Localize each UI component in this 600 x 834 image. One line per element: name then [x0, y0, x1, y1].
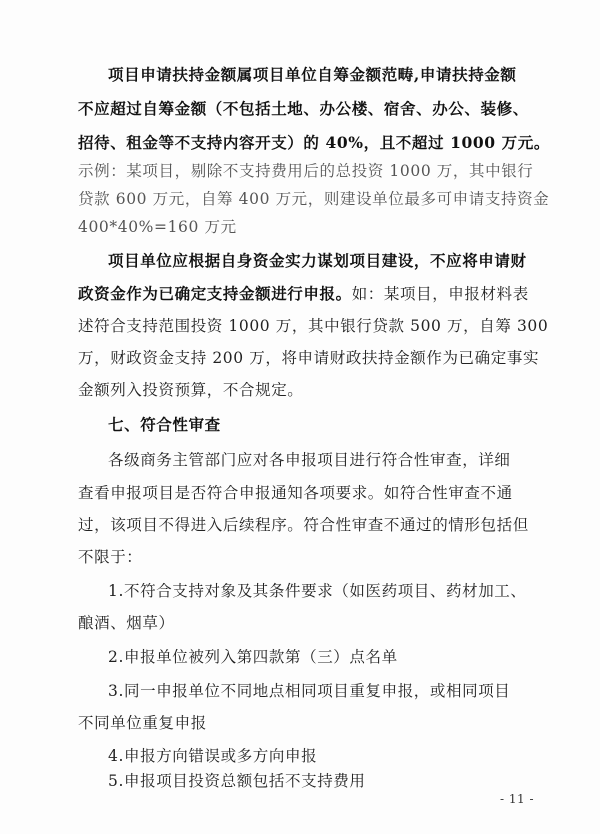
normal-text: 金额列入投资预算，不合规定。	[78, 381, 304, 399]
list-item-text: 3.同一申报单位不同地点相同项目重复申报，或相同项目	[108, 682, 511, 700]
heading-text: 七、符合性审查	[108, 415, 221, 434]
paragraph-line	[78, 283, 548, 305]
page-number: - 11 -	[500, 792, 535, 806]
list-item-text: 不同单位重复申报	[78, 714, 207, 732]
paragraph-line	[78, 347, 548, 369]
bold-text: 项目单位应根据自身资金实力谋划项目建设，不应将申请财	[108, 251, 527, 270]
list-item	[108, 745, 548, 767]
normal-text: 万，财政资金支持 200 万，将申请财政扶持金额作为已确定事实	[78, 349, 540, 367]
normal-text: 不限于：	[78, 548, 143, 566]
example-line	[78, 188, 548, 210]
example-text: 贷款 600 万元，自筹 400 万元，则建设单位最多可申请支持资金	[78, 190, 550, 208]
bold-text: 招待、租金等不支持内容开支）的 40%，且不超过 1000 万元。	[78, 133, 550, 152]
list-item-continuation	[78, 612, 548, 634]
section-heading	[108, 414, 548, 436]
example-text: 400*40%=160 万元	[78, 218, 237, 236]
example-line	[78, 216, 548, 238]
bold-text: 不应超过自筹金额（不包括土地、办公楼、宿舍、办公、装修、	[78, 99, 529, 118]
list-item	[108, 646, 548, 668]
normal-text: 各级商务主管部门应对各申报项目进行符合性审查，详细	[108, 451, 511, 469]
example-text: 示例：某项目，剔除不支持费用后的总投资 1000 万，其中银行	[78, 162, 534, 180]
normal-text: 查看申报项目是否符合申报通知各项要求。如符合性审查不通	[78, 484, 513, 502]
paragraph-line	[108, 64, 548, 86]
normal-text: 述符合支持范围投资 1000 万，其中银行贷款 500 万，自筹 300	[78, 317, 549, 335]
paragraph-line	[108, 449, 548, 471]
paragraph-line	[78, 132, 548, 154]
list-item-text: 1.不符合支持对象及其条件要求（如医药项目、药材加工、	[108, 582, 527, 600]
normal-text: 如：某项目，申报材料表	[351, 285, 529, 303]
list-item	[108, 680, 548, 702]
paragraph-line	[78, 546, 548, 568]
paragraph-line	[78, 514, 548, 536]
normal-text: 过，该项目不得进入后续程序。符合性审查不通过的情形包括但	[78, 516, 529, 534]
list-item-text: 4.申报方向错误或多方向申报	[108, 747, 318, 765]
paragraph-line	[78, 379, 548, 401]
paragraph-line	[78, 315, 548, 337]
bold-text: 政资金作为已确定支持金额进行申报。	[78, 284, 352, 303]
list-item	[108, 580, 548, 602]
list-item	[108, 770, 548, 792]
bold-text: 项目申请扶持金额属项目单位自筹金额范畴,申请扶持金额	[108, 65, 517, 84]
example-line	[78, 160, 548, 182]
paragraph-line	[108, 250, 548, 272]
list-item-text: 酿酒、烟草）	[78, 614, 175, 632]
paragraph-line	[78, 482, 548, 504]
list-item-continuation	[78, 712, 548, 734]
list-item-text: 2.申报单位被列入第四款第（三）点名单	[108, 648, 398, 666]
paragraph-line	[78, 98, 548, 120]
list-item-text: 5.申报项目投资总额包括不支持费用	[108, 772, 366, 790]
